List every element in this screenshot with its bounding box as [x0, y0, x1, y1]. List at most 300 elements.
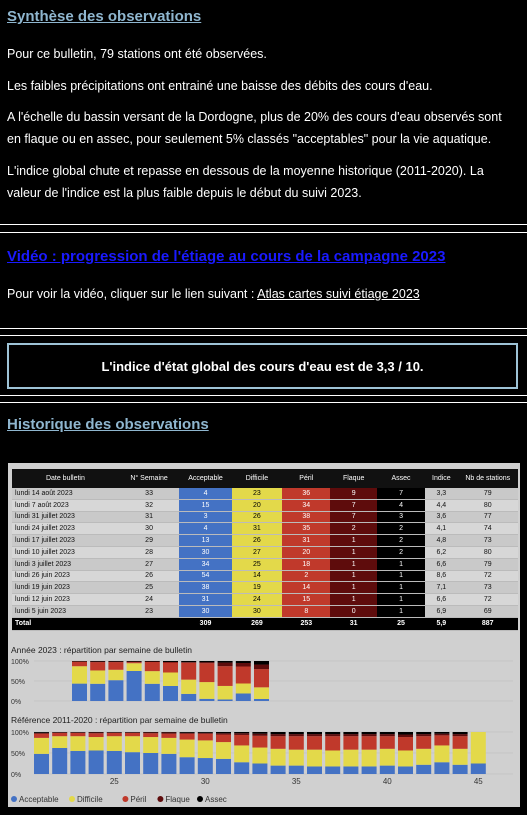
indice-box	[7, 343, 518, 389]
bar-segment	[416, 732, 431, 734]
bar-segment	[362, 750, 377, 767]
divider	[0, 224, 527, 225]
cell-difficile: 20	[232, 499, 282, 511]
cell-indice: 7,1	[425, 582, 457, 594]
bar-segment	[252, 748, 267, 764]
bar-segment	[163, 662, 178, 663]
bar-segment	[90, 670, 105, 683]
cell-peril: 35	[282, 523, 330, 535]
table-total-row	[12, 617, 518, 630]
x-tick-label: 25	[109, 777, 119, 786]
th-indice[interactable]: Indice	[425, 469, 457, 488]
bar-segment	[70, 733, 85, 736]
total-cell-nb-stations: 887	[457, 617, 518, 630]
bar-segment	[199, 661, 214, 662]
cell-peril: 34	[282, 499, 330, 511]
cell-difficile: 26	[232, 511, 282, 523]
legend-label: Flaque	[165, 795, 190, 804]
legend-label: Péril	[130, 795, 147, 804]
th-semaine[interactable]: N° Semaine	[119, 469, 179, 488]
bar-segment	[254, 661, 269, 665]
bar-segment	[145, 662, 160, 671]
bar-segment	[434, 732, 449, 734]
bar-segment	[89, 750, 104, 774]
bar-segment	[236, 661, 251, 663]
bar-segment	[216, 735, 231, 743]
cell-date: lundi 10 juillet 2023	[12, 546, 119, 558]
bar-segment	[107, 736, 122, 751]
bar-segment	[34, 733, 49, 734]
bar-segment	[434, 762, 449, 774]
table-row	[12, 499, 518, 511]
cell-indice: 3,6	[425, 511, 457, 523]
bar-segment	[180, 734, 195, 740]
bar-segment	[362, 734, 377, 736]
cell-flaque: 1	[330, 570, 376, 582]
cell-semaine: 28	[119, 546, 179, 558]
bar-segment	[145, 662, 160, 663]
bar-segment	[325, 750, 340, 766]
bar-segment	[216, 742, 231, 759]
bar-segment	[108, 662, 123, 670]
bar-segment	[236, 684, 251, 694]
cell-difficile: 14	[232, 570, 282, 582]
cell-semaine: 27	[119, 558, 179, 570]
bar-segment	[34, 732, 49, 733]
bar-segment	[143, 732, 158, 733]
bar-segment	[107, 733, 122, 736]
bar-segment	[163, 686, 178, 701]
bar-segment	[307, 750, 322, 767]
bar-segment	[72, 661, 87, 662]
th-assec[interactable]: Assec	[377, 469, 425, 488]
bar-segment	[343, 750, 358, 767]
bar-segment	[89, 732, 104, 733]
bar-segment	[70, 736, 85, 751]
bar-segment	[198, 758, 213, 774]
total-cell-indice: 5,9	[425, 617, 457, 630]
total-cell-difficile: 269	[232, 617, 282, 630]
legend-label: Acceptable	[19, 795, 59, 804]
cell-date: lundi 12 juin 2023	[12, 594, 119, 606]
bar-segment	[127, 671, 142, 701]
cell-assec: 2	[377, 546, 425, 558]
bar-segment	[34, 734, 49, 738]
cell-flaque: 2	[330, 523, 376, 535]
bar-segment	[108, 680, 123, 701]
y-tick-label: 0%	[11, 699, 22, 706]
bar-segment	[52, 733, 67, 736]
synthese-p3: A l'échelle du bassin versant de la Dordogne, plus de 20% des cours d'eau observés sont en flaque ou en assec, pour seulement 5% classés "acceptables" pour la vie aquatique.	[7, 110, 502, 146]
y-tick-label: 50%	[11, 751, 26, 758]
cell-date: lundi 17 juillet 2023	[12, 535, 119, 547]
cell-nb-stations: 72	[457, 594, 518, 606]
cell-indice: 4,8	[425, 535, 457, 547]
bar-segment	[199, 663, 214, 682]
bar-segment	[52, 748, 67, 774]
bar-segment	[218, 686, 233, 700]
legend-swatch	[69, 796, 75, 802]
bar-segment	[199, 682, 214, 699]
y-tick-label: 0%	[11, 772, 22, 779]
cell-assec: 1	[377, 594, 425, 606]
th-acceptable[interactable]: Acceptable	[179, 469, 231, 488]
bar-segment	[218, 663, 233, 667]
cell-difficile: 26	[232, 535, 282, 547]
bar-segment	[453, 765, 468, 774]
divider	[0, 395, 527, 396]
bar-segment	[163, 673, 178, 687]
cell-peril: 18	[282, 558, 330, 570]
legend-swatch	[157, 796, 163, 802]
bar-segment	[325, 736, 340, 750]
cell-nb-stations: 73	[457, 582, 518, 594]
bar-segment	[234, 745, 249, 762]
bar-segment	[90, 684, 105, 701]
synthese-p4: L'indice global chute et repasse en dessous de la moyenne historique (2011-2020). La valeur de l'indice est la plus faible depuis le début du suivi 2023.	[7, 164, 484, 200]
bar-segment	[398, 735, 413, 738]
th-nb-stations[interactable]: Nb de stations	[457, 469, 518, 488]
bar-segment	[380, 749, 395, 766]
cell-peril: 8	[282, 605, 330, 617]
bar-segment	[289, 734, 304, 736]
cell-semaine: 30	[119, 523, 179, 535]
chart-2023	[8, 658, 520, 708]
cell-acceptable: 4	[179, 488, 231, 499]
historique-panel	[8, 463, 520, 807]
chart-reference	[8, 729, 520, 789]
bar-segment	[380, 732, 395, 734]
cell-semaine: 23	[119, 605, 179, 617]
video-text: Pour voir la vidéo, cliquer sur le lien suivant :	[7, 287, 258, 301]
bar-segment	[89, 737, 104, 750]
bar-segment	[180, 757, 195, 774]
table-header-row	[12, 469, 518, 488]
cell-indice: 6,6	[425, 558, 457, 570]
table-row	[12, 558, 518, 570]
bar-segment	[271, 736, 286, 749]
total-cell-semaine	[119, 617, 179, 630]
bar-segment	[180, 733, 195, 734]
bar-segment	[343, 734, 358, 736]
bar-segment	[234, 735, 249, 746]
bar-segment	[198, 732, 213, 733]
bar-segment	[72, 666, 87, 683]
bar-segment	[254, 665, 269, 670]
bar-segment	[289, 736, 304, 749]
cell-flaque: 1	[330, 582, 376, 594]
bar-segment	[234, 733, 249, 735]
atlas-link[interactable]: Atlas cartes suivi étiage 2023	[257, 287, 420, 301]
bar-segment	[471, 764, 486, 775]
cell-peril: 14	[282, 582, 330, 594]
cell-flaque: 9	[330, 488, 376, 499]
cell-semaine: 24	[119, 594, 179, 606]
bar-segment	[72, 662, 87, 667]
bar-segment	[127, 663, 142, 671]
divider	[0, 232, 527, 233]
bar-segment	[145, 684, 160, 701]
bar-segment	[34, 738, 49, 754]
y-tick-label: 50%	[11, 679, 26, 686]
bar-segment	[416, 734, 431, 736]
bar-segment	[108, 662, 123, 663]
cell-indice: 6,9	[425, 605, 457, 617]
bar-segment	[471, 732, 486, 764]
cell-peril: 36	[282, 488, 330, 499]
cell-date: lundi 26 juin 2023	[12, 570, 119, 582]
table-row	[12, 535, 518, 547]
cell-semaine: 25	[119, 582, 179, 594]
bar-segment	[271, 749, 286, 766]
th-peril[interactable]: Péril	[282, 469, 330, 488]
th-difficile[interactable]: Difficile	[232, 469, 282, 488]
cell-difficile: 27	[232, 546, 282, 558]
bar-segment	[143, 733, 158, 737]
indice-text: L'indice d'état global des cours d'eau est de 3,3 / 10.	[101, 358, 424, 374]
bar-segment	[307, 766, 322, 774]
bar-segment	[271, 734, 286, 736]
cell-assec: 7	[377, 488, 425, 499]
bar-segment	[289, 750, 304, 766]
cell-difficile: 30	[232, 605, 282, 617]
legend-swatch	[11, 796, 17, 802]
cell-nb-stations: 80	[457, 499, 518, 511]
bar-segment	[362, 736, 377, 749]
table-row	[12, 582, 518, 594]
chart2-title: Référence 2011-2020 : répartition par semaine de bulletin	[11, 715, 228, 725]
divider	[0, 402, 527, 403]
bar-segment	[72, 684, 87, 701]
cell-acceptable: 30	[179, 546, 231, 558]
bar-segment	[181, 662, 196, 663]
total-label: Total	[12, 617, 119, 630]
bar-segment	[271, 766, 286, 774]
bar-segment	[218, 699, 233, 701]
synthese-p1: Pour ce bulletin, 79 stations ont été observées.	[7, 47, 267, 61]
cell-acceptable: 4	[179, 523, 231, 535]
x-tick-label: 45	[473, 777, 483, 786]
bar-segment	[289, 766, 304, 774]
bar-segment	[125, 736, 140, 752]
cell-date: lundi 7 août 2023	[12, 499, 119, 511]
cell-nb-stations: 73	[457, 535, 518, 547]
historique-table	[12, 469, 518, 631]
bar-segment	[161, 754, 176, 774]
cell-semaine: 26	[119, 570, 179, 582]
bar-segment	[234, 732, 249, 733]
total-cell-acceptable: 309	[179, 617, 231, 630]
cell-semaine: 32	[119, 499, 179, 511]
bar-segment	[380, 736, 395, 749]
legend-label: Assec	[205, 795, 227, 804]
cell-peril: 31	[282, 535, 330, 547]
bar-segment	[343, 736, 358, 749]
cell-indice: 4,1	[425, 523, 457, 535]
cell-assec: 4	[377, 499, 425, 511]
th-flaque[interactable]: Flaque	[330, 469, 376, 488]
bar-segment	[199, 662, 214, 663]
cell-peril: 15	[282, 594, 330, 606]
bar-segment	[398, 750, 413, 766]
x-tick-label: 35	[291, 777, 301, 786]
total-cell-assec: 25	[377, 617, 425, 630]
bar-segment	[125, 752, 140, 774]
x-tick-label: 30	[200, 777, 210, 786]
bar-segment	[181, 661, 196, 662]
y-tick-label: 100%	[11, 659, 29, 666]
bar-segment	[434, 734, 449, 736]
bar-segment	[325, 766, 340, 774]
cell-flaque: 1	[330, 594, 376, 606]
bar-segment	[307, 736, 322, 749]
cell-peril: 38	[282, 511, 330, 523]
cell-acceptable: 54	[179, 570, 231, 582]
bar-segment	[434, 745, 449, 762]
cell-acceptable: 15	[179, 499, 231, 511]
bar-segment	[325, 734, 340, 736]
bar-segment	[398, 737, 413, 750]
divider	[0, 335, 527, 336]
cell-nb-stations: 79	[457, 488, 518, 499]
cell-acceptable: 13	[179, 535, 231, 547]
video-paragraph	[7, 283, 519, 305]
bar-segment	[90, 661, 105, 662]
th-date[interactable]: Date bulletin	[12, 469, 119, 488]
bar-segment	[307, 734, 322, 736]
cell-acceptable: 31	[179, 594, 231, 606]
bar-segment	[380, 766, 395, 774]
bar-segment	[143, 753, 158, 774]
bar-segment	[127, 661, 142, 662]
bar-segment	[125, 733, 140, 736]
synthese-p2: Les faibles précipitations ont entrainé une baisse des débits des cours d'eau.	[7, 79, 433, 93]
bar-segment	[453, 734, 468, 736]
bar-segment	[163, 663, 178, 673]
bar-segment	[343, 732, 358, 734]
bar-segment	[108, 661, 123, 662]
cell-assec: 2	[377, 535, 425, 547]
bar-segment	[453, 749, 468, 765]
video-title-link[interactable]: Vidéo : progression de l'étiage au cours de la campagne 2023	[7, 248, 446, 265]
cell-peril: 2	[282, 570, 330, 582]
bar-segment	[254, 687, 269, 699]
synthese-title: Synthèse des observations	[7, 8, 202, 25]
cell-flaque: 0	[330, 605, 376, 617]
bar-segment	[254, 699, 269, 701]
cell-semaine: 29	[119, 535, 179, 547]
bar-segment	[161, 732, 176, 733]
table-row	[12, 511, 518, 523]
cell-acceptable: 30	[179, 605, 231, 617]
cell-difficile: 31	[232, 523, 282, 535]
bar-segment	[236, 694, 251, 702]
bar-segment	[236, 663, 251, 667]
cell-acceptable: 34	[179, 558, 231, 570]
bar-segment	[198, 733, 213, 734]
table-row	[12, 523, 518, 535]
legend-swatch	[122, 796, 128, 802]
cell-indice: 6,6	[425, 594, 457, 606]
bar-segment	[180, 732, 195, 733]
cell-assec: 3	[377, 511, 425, 523]
bar-segment	[380, 734, 395, 736]
bar-segment	[362, 732, 377, 734]
table-row	[12, 594, 518, 606]
bar-segment	[181, 663, 196, 680]
cell-nb-stations: 69	[457, 605, 518, 617]
bar-segment	[127, 662, 142, 663]
cell-assec: 2	[377, 523, 425, 535]
bar-segment	[90, 662, 105, 670]
table-row	[12, 546, 518, 558]
cell-nb-stations: 80	[457, 546, 518, 558]
chart-legend	[8, 793, 520, 805]
cell-date: lundi 5 juin 2023	[12, 605, 119, 617]
bar-segment	[252, 764, 267, 775]
bar-segment	[143, 737, 158, 753]
cell-assec: 1	[377, 582, 425, 594]
cell-indice: 6,2	[425, 546, 457, 558]
bar-segment	[307, 732, 322, 734]
bar-segment	[252, 736, 267, 748]
bar-segment	[216, 733, 231, 734]
bar-segment	[289, 732, 304, 734]
bar-segment	[453, 732, 468, 734]
bar-segment	[218, 661, 233, 663]
bar-segment	[163, 661, 178, 662]
legend-swatch	[197, 796, 203, 802]
cell-flaque: 7	[330, 499, 376, 511]
cell-flaque: 7	[330, 511, 376, 523]
cell-acceptable: 3	[179, 511, 231, 523]
bar-segment	[34, 754, 49, 774]
bar-segment	[398, 766, 413, 774]
bar-segment	[90, 662, 105, 663]
cell-difficile: 24	[232, 594, 282, 606]
bar-segment	[254, 669, 269, 687]
total-cell-flaque: 31	[330, 617, 376, 630]
bar-segment	[416, 749, 431, 765]
cell-date: lundi 3 juillet 2023	[12, 558, 119, 570]
cell-nb-stations: 72	[457, 570, 518, 582]
total-cell-peril: 253	[282, 617, 330, 630]
cell-date: lundi 31 juillet 2023	[12, 511, 119, 523]
bar-segment	[216, 759, 231, 774]
bar-segment	[70, 751, 85, 774]
cell-nb-stations: 74	[457, 523, 518, 535]
cell-semaine: 31	[119, 511, 179, 523]
bar-segment	[161, 738, 176, 754]
bar-segment	[52, 736, 67, 748]
cell-flaque: 1	[330, 546, 376, 558]
bar-segment	[127, 662, 142, 663]
cell-assec: 1	[377, 558, 425, 570]
bar-segment	[89, 733, 104, 737]
table-row	[12, 570, 518, 582]
bar-segment	[145, 661, 160, 662]
bar-segment	[198, 734, 213, 741]
bar-segment	[161, 734, 176, 738]
cell-difficile: 25	[232, 558, 282, 570]
cell-indice: 3,3	[425, 488, 457, 499]
bar-segment	[398, 732, 413, 735]
bar-segment	[216, 732, 231, 733]
table-row	[12, 605, 518, 617]
x-tick-label: 40	[382, 777, 392, 786]
cell-indice: 8,6	[425, 570, 457, 582]
cell-indice: 4,4	[425, 499, 457, 511]
